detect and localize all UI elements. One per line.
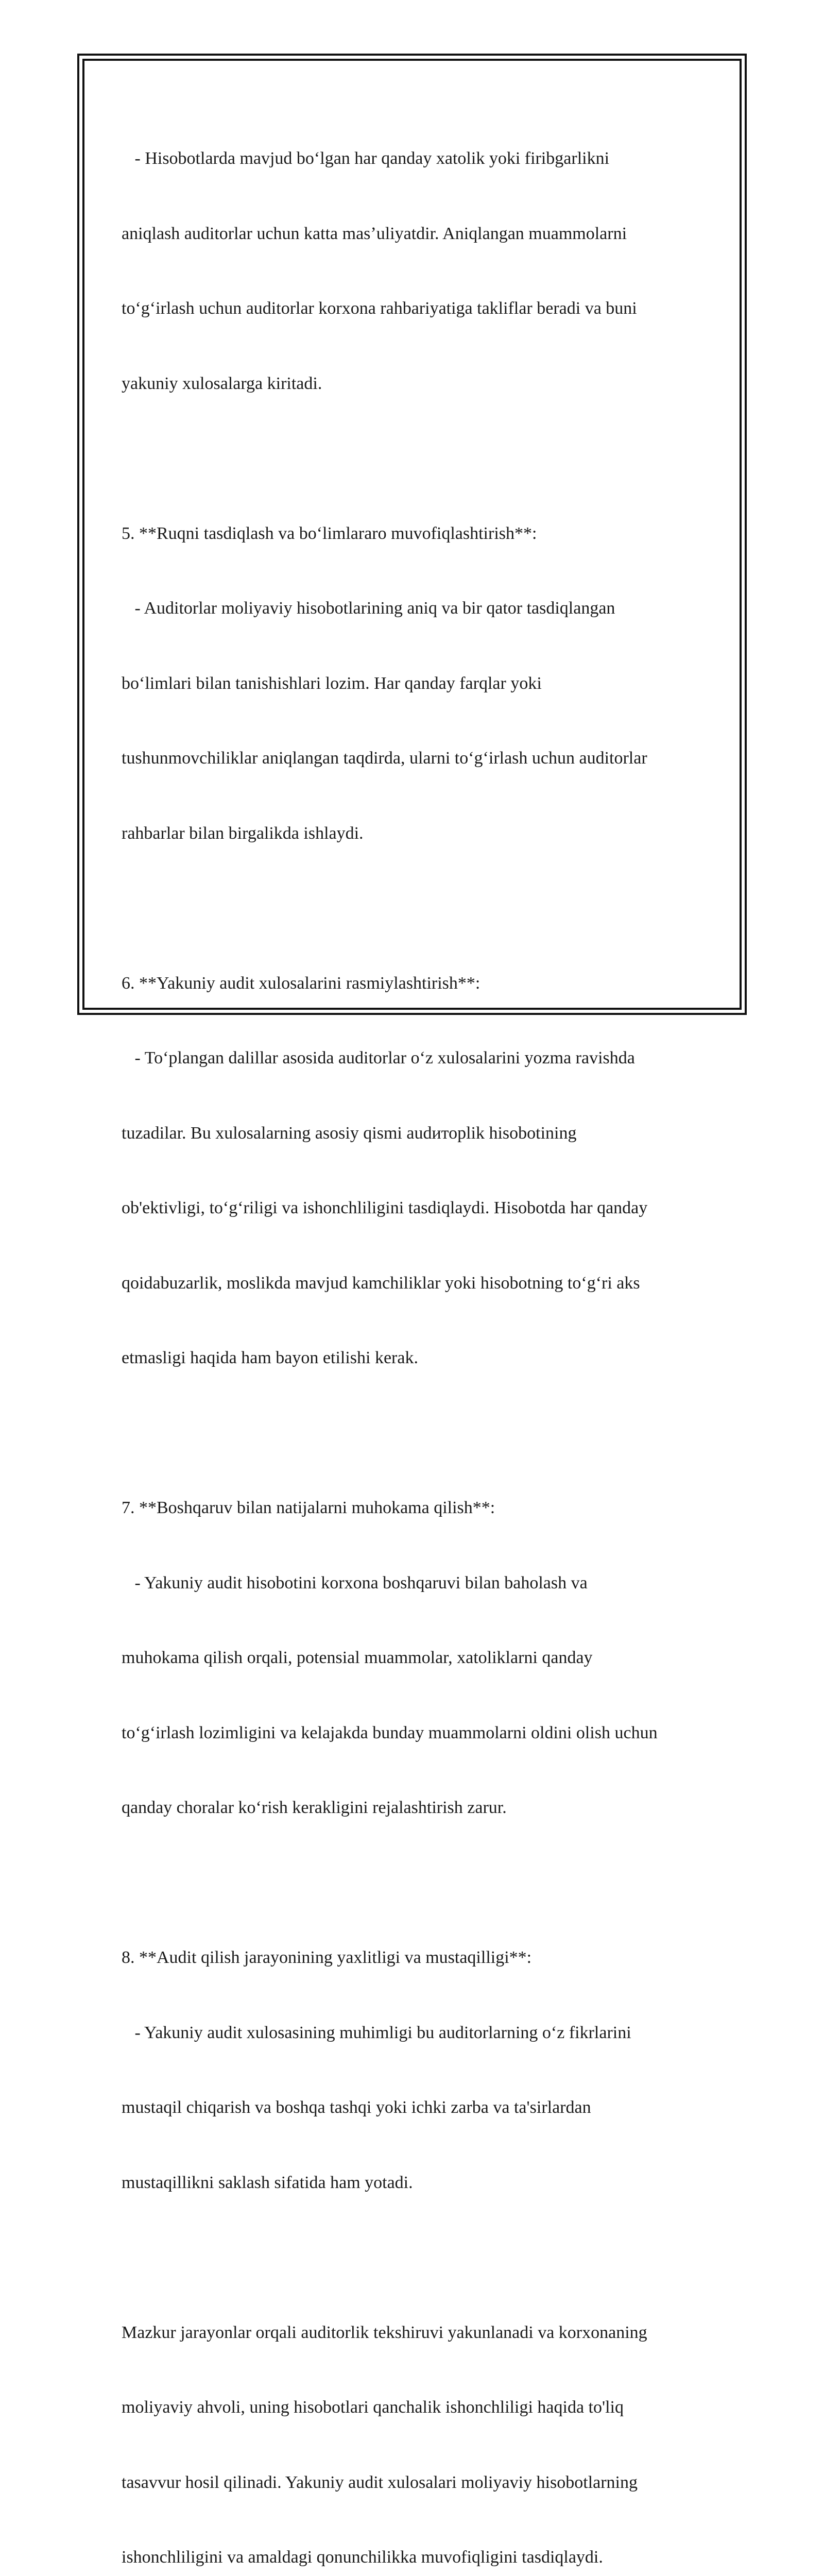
text-line: tushunmovchiliklar aniqlangan taqdirda, ularni toʻgʻirlash uchun auditorlar [122, 746, 709, 771]
text-line: - Toʻplangan dalillar asosida auditorlar oʻz xulosalarini yozma ravishda [122, 1046, 709, 1071]
paragraph-item-5 [122, 471, 709, 896]
text-line: mustaqillikni saklash sifatida ham yotadi. [122, 2171, 709, 2196]
text-line: etmasligi haqida ham bayon etilishi kerak. [122, 1346, 709, 1371]
text-line: moliyaviy ahvoli, uning hisobotlari qanchalik ishonchliligi haqida to'liq [122, 2395, 709, 2420]
item-heading: 5. **Ruqni tasdiqlash va boʻlimlararo muvofiqlashtirish**: [122, 521, 709, 547]
paragraph-spacer [122, 446, 709, 471]
paragraph-item-8 [122, 1895, 709, 2245]
text-line: muhokama qilish orqali, potensial muammolar, xatoliklarni qanday [122, 1646, 709, 1671]
text-line: mustaqil chiqarish va boshqa tashqi yoki ichki zarba va ta'sirlardan [122, 2095, 709, 2121]
text-line: aniqlash auditorlar uchun katta masʼuliyatdir. Aniqlangan muammolarni [122, 222, 709, 247]
item-heading: 8. **Audit qilish jarayonining yaxlitligi va mustaqilligi**: [122, 1945, 709, 1971]
text-line: toʻgʻirlash uchun auditorlar korxona rahbariyatiga takliflar beradi va buni [122, 296, 709, 321]
paragraph-item-6 [122, 921, 709, 1421]
text-line: qanday choralar koʻrish kerakligini rejalashtirish zarur. [122, 1795, 709, 1821]
text-line: ishonchliligini va amaldagi qonunchilikka muvofiqligini tasdiqlaydi. [122, 2545, 709, 2570]
text-line: qoidabuzarlik, moslikda mavjud kamchiliklar yoki hisobotning toʻgʻri aks [122, 1271, 709, 1296]
text-line: - Yakuniy audit hisobotini korxona boshqaruvi bilan baholash va [122, 1571, 709, 1596]
text-line: tuzadilar. Bu xulosalarning asosiy qismi audиторlik hisobotining [122, 1121, 709, 1146]
document-body [122, 96, 709, 2576]
paragraph-intro [122, 96, 709, 446]
text-line: rahbarlar bilan birgalikda ishlaydi. [122, 821, 709, 846]
item-heading: 6. **Yakuniy audit xulosalarini rasmiylashtirish**: [122, 971, 709, 996]
paragraph-conclusion [122, 2270, 709, 2576]
paragraph-item-7 [122, 1446, 709, 1871]
text-line: boʻlimlari bilan tanishishlari lozim. Har qanday farqlar yoki [122, 671, 709, 697]
item-heading: 7. **Boshqaruv bilan natijalarni muhokama qilish**: [122, 1496, 709, 1521]
paragraph-spacer [122, 1421, 709, 1446]
paragraph-spacer [122, 896, 709, 921]
text-line: tasavvur hosil qilinadi. Yakuniy audit xulosalari moliyaviy hisobotlarning [122, 2470, 709, 2496]
paragraph-spacer [122, 2245, 709, 2270]
text-line: - Hisobotlarda mavjud boʻlgan har qanday xatolik yoki firibgarlikni [122, 146, 709, 172]
text-line: ob'ektivligi, toʻgʻriligi va ishonchliligini tasdiqlaydi. Hisobotda har qanday [122, 1196, 709, 1221]
text-line: - Auditorlar moliyaviy hisobotlarining aniq va bir qator tasdiqlangan [122, 596, 709, 621]
text-line: toʻgʻirlash lozimligini va kelajakda bunday muammolarni oldini olish uchun [122, 1721, 709, 1746]
text-line: yakuniy xulosalarga kiritadi. [122, 371, 709, 397]
text-line: Mazkur jarayonlar orqali auditorlik tekshiruvi yakunlanadi va korxonaning [122, 2320, 709, 2346]
text-line: - Yakuniy audit xulosasining muhimligi bu auditorlarning oʻz fikrlarini [122, 2021, 709, 2046]
paragraph-spacer [122, 1871, 709, 1896]
